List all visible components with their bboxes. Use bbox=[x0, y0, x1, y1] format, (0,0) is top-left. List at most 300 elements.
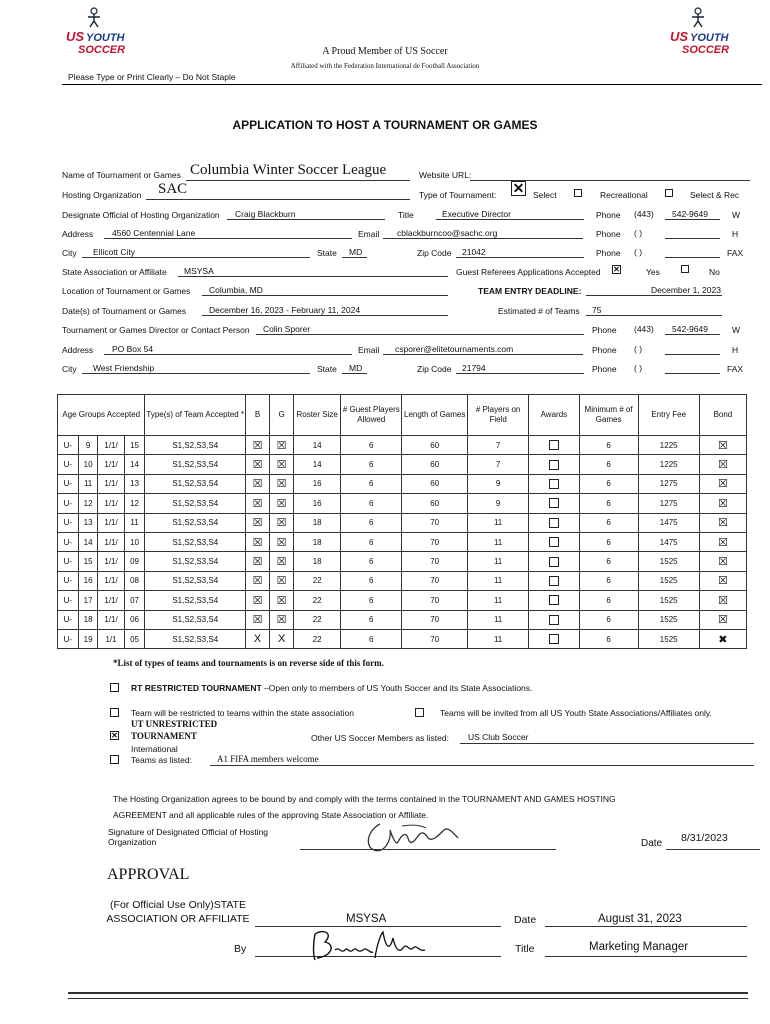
approval-date-label: Date bbox=[514, 914, 537, 926]
game-length-cell: 60 bbox=[402, 494, 468, 513]
header-team-types: Type(s) of Team Accepted * bbox=[145, 395, 246, 436]
svg-text:SOCCER: SOCCER bbox=[78, 44, 126, 56]
age-u-cell: U- bbox=[58, 474, 79, 493]
birth-date-cell: 1/1/ bbox=[98, 532, 124, 551]
boys-checkbox[interactable]: ☒ bbox=[246, 610, 270, 629]
age-cell: 17 bbox=[78, 591, 98, 610]
other-members-field[interactable]: US Club Soccer bbox=[468, 732, 529, 742]
roster-size-cell: 16 bbox=[294, 474, 341, 493]
entry-fee-cell: 1525 bbox=[638, 610, 699, 629]
instructions-text: Please Type or Print Clearly – Do Not Staple bbox=[68, 72, 236, 82]
awards-checkbox[interactable] bbox=[529, 552, 579, 571]
age-u-cell: U- bbox=[58, 436, 79, 455]
awards-box[interactable] bbox=[549, 615, 559, 625]
entry-fee-cell: 1525 bbox=[638, 571, 699, 590]
director-city-field[interactable]: West Friendship bbox=[93, 363, 155, 373]
bond-checkbox[interactable]: ☒ bbox=[699, 552, 746, 571]
recreational-label: Recreational bbox=[600, 190, 648, 200]
header-rule bbox=[62, 84, 762, 85]
director-label: Tournament or Games Director or Contact Person bbox=[62, 325, 250, 335]
svg-text:YOUTH: YOUTH bbox=[86, 32, 125, 44]
game-length-cell: 70 bbox=[402, 610, 468, 629]
game-length-cell: 70 bbox=[402, 513, 468, 532]
est-teams-label: Estimated # of Teams bbox=[498, 306, 580, 316]
team-types-cell: S1,S2,S3,S4 bbox=[145, 494, 246, 513]
director-phone2-field[interactable] bbox=[665, 354, 720, 355]
players-on-field-cell: 11 bbox=[468, 552, 529, 571]
awards-box[interactable] bbox=[549, 537, 559, 547]
birth-year-cell: 13 bbox=[124, 474, 145, 493]
girls-checkbox[interactable]: ☒ bbox=[270, 474, 294, 493]
guest-players-cell: 6 bbox=[341, 532, 402, 551]
bond-checkbox[interactable]: ☒ bbox=[699, 610, 746, 629]
other-members-label: Other US Soccer Members as listed: bbox=[311, 733, 449, 743]
director-phone3-label: Phone bbox=[592, 364, 617, 374]
dates-field[interactable]: December 16, 2023 - February 11, 2024 bbox=[209, 305, 361, 315]
age-cell: 12 bbox=[78, 494, 98, 513]
guest-players-cell: 6 bbox=[341, 474, 402, 493]
guest-players-cell: 6 bbox=[341, 494, 402, 513]
director-phone2-h: H bbox=[732, 345, 739, 355]
official-address-label: Address bbox=[62, 229, 94, 239]
table-row bbox=[58, 474, 747, 493]
birth-year-cell: 07 bbox=[124, 591, 145, 610]
director-city-label: City bbox=[62, 364, 77, 374]
birth-date-cell: 1/1/ bbox=[98, 591, 124, 610]
boys-checkbox[interactable]: ☒ bbox=[246, 455, 270, 474]
birth-year-cell: 06 bbox=[124, 610, 145, 629]
rt-restricted-checkbox[interactable] bbox=[110, 683, 119, 692]
director-state-field[interactable]: MD bbox=[349, 363, 363, 373]
boys-checkbox[interactable]: ☒ bbox=[246, 571, 270, 590]
table-row bbox=[58, 552, 747, 571]
footer-rule-2 bbox=[68, 998, 748, 999]
roster-size-cell: 22 bbox=[294, 591, 341, 610]
official-phone2-field[interactable] bbox=[665, 238, 720, 239]
svg-text:US: US bbox=[66, 29, 85, 44]
footer-rule bbox=[68, 992, 748, 994]
header-entry-fee: Entry Fee bbox=[638, 395, 699, 436]
select-label: Select bbox=[533, 190, 557, 200]
boys-checkbox[interactable]: ☒ bbox=[246, 532, 270, 551]
girls-checkbox[interactable]: X bbox=[270, 629, 294, 648]
director-address-label: Address bbox=[62, 345, 94, 355]
approval-title-label: Title bbox=[515, 943, 535, 955]
official-phone-area: (443) bbox=[634, 209, 654, 219]
location-label: Location of Tournament or Games bbox=[62, 286, 191, 296]
director-name-field[interactable]: Colin Sporer bbox=[263, 324, 311, 334]
boys-checkbox[interactable]: ☒ bbox=[246, 494, 270, 513]
designate-official-label: Designate Official of Hosting Organization bbox=[62, 210, 220, 220]
header-length-of-games: Length of Games bbox=[402, 395, 468, 436]
players-on-field-cell: 9 bbox=[468, 494, 529, 513]
entry-fee-cell: 1525 bbox=[638, 629, 699, 648]
header-boys: B bbox=[246, 395, 270, 436]
approval-date-field[interactable]: August 31, 2023 bbox=[598, 913, 682, 925]
girls-checkbox[interactable]: ☒ bbox=[270, 610, 294, 629]
awards-checkbox[interactable] bbox=[529, 494, 579, 513]
official-phone3-label: Phone bbox=[596, 248, 621, 258]
official-phone-w: W bbox=[732, 210, 741, 220]
est-teams-field[interactable]: 75 bbox=[592, 305, 602, 315]
birth-year-cell: 14 bbox=[124, 455, 145, 474]
entry-deadline-label: TEAM ENTRY DEADLINE: bbox=[478, 286, 582, 296]
signature-label: Signature of Designated Official of Hosting Organization bbox=[108, 827, 269, 847]
players-on-field-cell: 11 bbox=[468, 610, 529, 629]
location-field[interactable]: Columbia, MD bbox=[209, 285, 263, 295]
girls-checkbox[interactable]: ☒ bbox=[270, 494, 294, 513]
hosting-org-label: Hosting Organization bbox=[62, 190, 142, 200]
awards-checkbox[interactable] bbox=[529, 610, 579, 629]
official-title-field[interactable]: Executive Director bbox=[442, 209, 511, 219]
age-cell: 13 bbox=[78, 513, 98, 532]
official-title-label: Title bbox=[398, 210, 414, 220]
official-phone2-label: Phone bbox=[596, 229, 621, 239]
girls-checkbox[interactable]: ☒ bbox=[270, 436, 294, 455]
birth-date-cell: 1/1/ bbox=[98, 436, 124, 455]
team-types-cell: S1,S2,S3,S4 bbox=[145, 571, 246, 590]
entry-fee-cell: 1525 bbox=[638, 552, 699, 571]
awards-checkbox[interactable] bbox=[529, 513, 579, 532]
guest-players-cell: 6 bbox=[341, 513, 402, 532]
tournament-name-label: Name of Tournament or Games bbox=[62, 170, 181, 180]
minimum-games-cell: 6 bbox=[579, 494, 638, 513]
international-label: International bbox=[131, 744, 178, 754]
invited-all-label: Teams will be invited from all US Youth State Associations/Affiliates only. bbox=[440, 708, 712, 718]
agreement-date-field[interactable]: 8/31/2023 bbox=[681, 832, 728, 844]
awards-checkbox[interactable] bbox=[529, 532, 579, 551]
recreational-checkbox[interactable] bbox=[574, 189, 582, 197]
header-minimum-games: Minimum # of Games bbox=[579, 395, 638, 436]
table-row bbox=[58, 610, 747, 629]
birth-year-cell: 09 bbox=[124, 552, 145, 571]
minimum-games-cell: 6 bbox=[579, 571, 638, 590]
director-address-field[interactable]: PO Box 54 bbox=[112, 344, 154, 354]
entry-fee-cell: 1475 bbox=[638, 513, 699, 532]
director-state-label: State bbox=[317, 364, 337, 374]
table-row bbox=[58, 571, 747, 590]
header-roster-size: Roster Size bbox=[294, 395, 341, 436]
official-use-label: (For Official Use Only)STATE ASSOCIATION OR AFFILIATE bbox=[106, 899, 250, 925]
hosting-official-signature bbox=[362, 816, 472, 861]
entry-deadline-field[interactable]: December 1, 2023 bbox=[651, 285, 721, 295]
approval-signature bbox=[305, 924, 435, 969]
state-assoc-field[interactable]: MSYSA bbox=[184, 266, 214, 276]
age-u-cell: U- bbox=[58, 610, 79, 629]
entry-fee-cell: 1225 bbox=[638, 455, 699, 474]
awards-checkbox[interactable] bbox=[529, 455, 579, 474]
approval-assoc-field[interactable]: MSYSA bbox=[346, 913, 387, 925]
bond-checkbox[interactable]: ☒ bbox=[699, 532, 746, 551]
page-title: APPLICATION TO HOST A TOURNAMENT OR GAMES bbox=[232, 118, 538, 132]
birth-date-cell: 1/1/ bbox=[98, 571, 124, 590]
affiliated-text: Affiliated with the Federation International de Football Association bbox=[290, 62, 480, 70]
official-phone-label: Phone bbox=[596, 210, 621, 220]
table-row bbox=[58, 513, 747, 532]
girls-checkbox[interactable]: ☒ bbox=[270, 455, 294, 474]
bond-checkbox[interactable]: ☒ bbox=[699, 455, 746, 474]
approval-title-field[interactable]: Marketing Manager bbox=[589, 941, 689, 953]
guest-players-cell: 6 bbox=[341, 436, 402, 455]
roster-size-cell: 18 bbox=[294, 513, 341, 532]
age-u-cell: U- bbox=[58, 455, 79, 474]
birth-date-cell: 1/1/ bbox=[98, 513, 124, 532]
minimum-games-cell: 6 bbox=[579, 591, 638, 610]
guest-referees-yes-checkbox[interactable]: ✕ bbox=[613, 265, 620, 274]
table-row bbox=[58, 629, 747, 648]
guest-players-cell: 6 bbox=[341, 552, 402, 571]
awards-checkbox[interactable] bbox=[529, 629, 579, 648]
guest-players-cell: 6 bbox=[341, 610, 402, 629]
entry-fee-cell: 1275 bbox=[638, 474, 699, 493]
official-fax-field[interactable] bbox=[665, 257, 720, 258]
state-assoc-label: State Association or Affiliate bbox=[62, 267, 167, 277]
teams-listed-checkbox[interactable] bbox=[110, 755, 119, 764]
official-zip-field[interactable]: 21042 bbox=[462, 247, 486, 257]
guest-players-cell: 6 bbox=[341, 629, 402, 648]
game-length-cell: 70 bbox=[402, 532, 468, 551]
entry-fee-cell: 1225 bbox=[638, 436, 699, 455]
director-phone2-label: Phone bbox=[592, 345, 617, 355]
birth-date-cell: 1/1/ bbox=[98, 455, 124, 474]
guest-players-cell: 6 bbox=[341, 571, 402, 590]
entry-fee-cell: 1275 bbox=[638, 494, 699, 513]
minimum-games-cell: 6 bbox=[579, 474, 638, 493]
girls-checkbox[interactable]: ☒ bbox=[270, 571, 294, 590]
table-footnote: *List of types of teams and tournaments is on reverse side of this form. bbox=[113, 658, 384, 668]
awards-box[interactable] bbox=[549, 498, 559, 508]
birth-date-cell: 1/1/ bbox=[98, 552, 124, 571]
players-on-field-cell: 7 bbox=[468, 455, 529, 474]
director-phone-w: W bbox=[732, 325, 741, 335]
tournament-name-field[interactable]: Columbia Winter Soccer League bbox=[190, 162, 387, 178]
boys-checkbox[interactable]: ☒ bbox=[246, 513, 270, 532]
bond-checkbox[interactable]: ☒ bbox=[699, 591, 746, 610]
official-phone-field[interactable]: 542-9649 bbox=[672, 209, 708, 219]
awards-checkbox[interactable] bbox=[529, 591, 579, 610]
team-types-cell: S1,S2,S3,S4 bbox=[145, 513, 246, 532]
official-state-field[interactable]: MD bbox=[349, 247, 363, 257]
game-length-cell: 60 bbox=[402, 455, 468, 474]
invited-all-checkbox[interactable] bbox=[415, 708, 424, 717]
age-cell: 19 bbox=[78, 629, 98, 648]
rt-restricted-text bbox=[131, 683, 532, 693]
roster-size-cell: 18 bbox=[294, 532, 341, 551]
age-u-cell: U- bbox=[58, 494, 79, 513]
director-zip-field[interactable]: 21794 bbox=[462, 363, 486, 373]
header-guest-players: # Guest Players Allowed bbox=[341, 395, 402, 436]
awards-box[interactable] bbox=[549, 557, 559, 567]
players-on-field-cell: 11 bbox=[468, 591, 529, 610]
team-types-cell: S1,S2,S3,S4 bbox=[145, 532, 246, 551]
team-types-cell: S1,S2,S3,S4 bbox=[145, 610, 246, 629]
bond-checkbox[interactable]: ✖ bbox=[699, 629, 746, 648]
boys-checkbox[interactable]: ☒ bbox=[246, 552, 270, 571]
guest-players-cell: 6 bbox=[341, 455, 402, 474]
official-city-label: City bbox=[62, 248, 77, 258]
age-u-cell: U- bbox=[58, 571, 79, 590]
age-cell: 9 bbox=[78, 436, 98, 455]
bond-checkbox[interactable]: ☒ bbox=[699, 494, 746, 513]
director-phone-label: Phone bbox=[592, 325, 617, 335]
game-length-cell: 70 bbox=[402, 591, 468, 610]
restricted-state-checkbox[interactable] bbox=[110, 708, 119, 717]
table-row bbox=[58, 455, 747, 474]
bond-checkbox[interactable]: ☒ bbox=[699, 436, 746, 455]
agreement-date-label: Date bbox=[641, 838, 663, 849]
game-length-cell: 70 bbox=[402, 552, 468, 571]
bond-checkbox[interactable]: ☒ bbox=[699, 474, 746, 493]
teams-listed-label: Teams as listed: bbox=[131, 755, 192, 765]
awards-box[interactable] bbox=[549, 634, 559, 644]
proud-member-text: A Proud Member of US Soccer bbox=[322, 46, 448, 57]
awards-box[interactable] bbox=[549, 460, 559, 470]
header-players-on-field: # Players on Field bbox=[468, 395, 529, 436]
table-row bbox=[58, 436, 747, 455]
girls-checkbox[interactable]: ☒ bbox=[270, 532, 294, 551]
official-address-field[interactable]: 4560 Centennial Lane bbox=[112, 228, 196, 238]
director-phone2-paren: ( ) bbox=[634, 344, 643, 354]
select-rec-checkbox[interactable] bbox=[665, 189, 673, 197]
minimum-games-cell: 6 bbox=[579, 513, 638, 532]
roster-size-cell: 22 bbox=[294, 571, 341, 590]
director-fax-field[interactable] bbox=[665, 373, 720, 374]
age-u-cell: U- bbox=[58, 552, 79, 571]
official-email-field[interactable]: cblackburncoo@sachc.org bbox=[397, 228, 498, 238]
roster-size-cell: 22 bbox=[294, 610, 341, 629]
players-on-field-cell: 11 bbox=[468, 629, 529, 648]
official-fax-label: FAX bbox=[727, 248, 744, 258]
team-types-cell: S1,S2,S3,S4 bbox=[145, 474, 246, 493]
rt-restricted-label: RT RESTRICTED TOURNAMENT bbox=[131, 683, 262, 693]
awards-box[interactable] bbox=[549, 595, 559, 605]
svg-text:SOCCER: SOCCER bbox=[682, 44, 730, 56]
awards-box[interactable] bbox=[549, 479, 559, 489]
players-on-field-cell: 7 bbox=[468, 436, 529, 455]
game-length-cell: 60 bbox=[402, 474, 468, 493]
minimum-games-cell: 6 bbox=[579, 532, 638, 551]
director-email-field[interactable]: csporer@elitetournaments.com bbox=[395, 344, 514, 354]
birth-date-cell: 1/1 bbox=[98, 629, 124, 648]
approval-by-label: By bbox=[234, 943, 247, 955]
birth-date-cell: 1/1/ bbox=[98, 610, 124, 629]
official-email-label: Email bbox=[358, 229, 380, 239]
game-length-cell: 70 bbox=[402, 571, 468, 590]
age-u-cell: U- bbox=[58, 513, 79, 532]
director-phone-area: (443) bbox=[634, 324, 654, 334]
age-cell: 11 bbox=[78, 474, 98, 493]
official-city-field[interactable]: Ellicott City bbox=[93, 247, 136, 257]
team-types-cell: S1,S2,S3,S4 bbox=[145, 552, 246, 571]
ut-unrestricted-checkbox[interactable]: ✕ bbox=[111, 731, 118, 740]
boys-checkbox[interactable]: ☒ bbox=[246, 436, 270, 455]
age-cell: 18 bbox=[78, 610, 98, 629]
hosting-org-field[interactable]: SAC bbox=[158, 181, 188, 197]
players-on-field-cell: 11 bbox=[468, 532, 529, 551]
roster-size-cell: 16 bbox=[294, 494, 341, 513]
age-cell: 14 bbox=[78, 532, 98, 551]
birth-year-cell: 08 bbox=[124, 571, 145, 590]
roster-size-cell: 14 bbox=[294, 455, 341, 474]
director-phone-field[interactable]: 542-9649 bbox=[672, 324, 708, 334]
girls-checkbox[interactable]: ☒ bbox=[270, 513, 294, 532]
awards-checkbox[interactable] bbox=[529, 474, 579, 493]
table-row bbox=[58, 532, 747, 551]
age-cell: 16 bbox=[78, 571, 98, 590]
roster-size-cell: 18 bbox=[294, 552, 341, 571]
guest-referees-yes-label: Yes bbox=[646, 267, 660, 277]
dates-label: Date(s) of Tournament or Games bbox=[62, 306, 187, 316]
game-length-cell: 70 bbox=[402, 629, 468, 648]
awards-box[interactable] bbox=[549, 576, 559, 586]
awards-box[interactable] bbox=[549, 518, 559, 528]
official-zip-label: Zip Code bbox=[417, 248, 452, 258]
minimum-games-cell: 6 bbox=[579, 629, 638, 648]
girls-checkbox[interactable]: ☒ bbox=[270, 591, 294, 610]
svg-text:US: US bbox=[670, 29, 689, 44]
awards-checkbox[interactable] bbox=[529, 436, 579, 455]
header-bond: Bond bbox=[699, 395, 746, 436]
restricted-state-label: Team will be restricted to teams within the state association bbox=[131, 708, 354, 718]
guest-players-cell: 6 bbox=[341, 591, 402, 610]
director-fax-label: FAX bbox=[727, 364, 744, 374]
girls-checkbox[interactable]: ☒ bbox=[270, 552, 294, 571]
roster-size-cell: 14 bbox=[294, 436, 341, 455]
bond-checkbox[interactable]: ☒ bbox=[699, 513, 746, 532]
type-of-tournament-label: Type of Tournament: bbox=[419, 190, 497, 200]
age-cell: 15 bbox=[78, 552, 98, 571]
entry-fee-cell: 1475 bbox=[638, 532, 699, 551]
roster-size-cell: 22 bbox=[294, 629, 341, 648]
boys-checkbox[interactable]: ☒ bbox=[246, 591, 270, 610]
boys-checkbox[interactable]: ☒ bbox=[246, 474, 270, 493]
boys-checkbox[interactable]: X bbox=[246, 629, 270, 648]
select-rec-label: Select & Rec bbox=[690, 190, 740, 200]
awards-box[interactable] bbox=[549, 440, 559, 450]
select-checkbox[interactable]: ✕ bbox=[512, 180, 525, 196]
director-email-label: Email bbox=[358, 345, 380, 355]
table-row bbox=[58, 591, 747, 610]
svg-text:YOUTH: YOUTH bbox=[690, 32, 729, 44]
awards-checkbox[interactable] bbox=[529, 571, 579, 590]
age-cell: 10 bbox=[78, 455, 98, 474]
guest-referees-no-checkbox[interactable] bbox=[681, 265, 689, 273]
official-name-field[interactable]: Craig Blackburn bbox=[235, 209, 296, 219]
header-girls: G bbox=[270, 395, 294, 436]
bond-checkbox[interactable]: ☒ bbox=[699, 571, 746, 590]
minimum-games-cell: 6 bbox=[579, 610, 638, 629]
approval-heading: APPROVAL bbox=[107, 866, 190, 883]
guest-referees-label: Guest Referees Applications Accepted bbox=[456, 267, 601, 277]
agreement-line-2: AGREEMENT and all applicable rules of the approving State Association or Affiliate. bbox=[113, 810, 429, 820]
age-u-cell: U- bbox=[58, 591, 79, 610]
players-on-field-cell: 11 bbox=[468, 571, 529, 590]
team-types-cell: S1,S2,S3,S4 bbox=[145, 591, 246, 610]
players-on-field-cell: 11 bbox=[468, 513, 529, 532]
website-url-label: Website URL: bbox=[419, 170, 472, 180]
header-age-groups: Age Groups Accepted bbox=[58, 395, 145, 436]
age-u-cell: U- bbox=[58, 532, 79, 551]
birth-year-cell: 12 bbox=[124, 494, 145, 513]
director-phone3-paren: ( ) bbox=[634, 363, 643, 373]
entry-fee-cell: 1525 bbox=[638, 591, 699, 610]
ut-unrestricted-label-1: UT UNRESTRICTED bbox=[131, 719, 218, 729]
official-state-label: State bbox=[317, 248, 337, 258]
official-phone2-paren: ( ) bbox=[634, 228, 643, 238]
table-header-row bbox=[58, 395, 747, 436]
guest-referees-no-label: No bbox=[709, 267, 720, 277]
teams-listed-field[interactable]: A1 FIFA members welcome bbox=[217, 754, 319, 764]
